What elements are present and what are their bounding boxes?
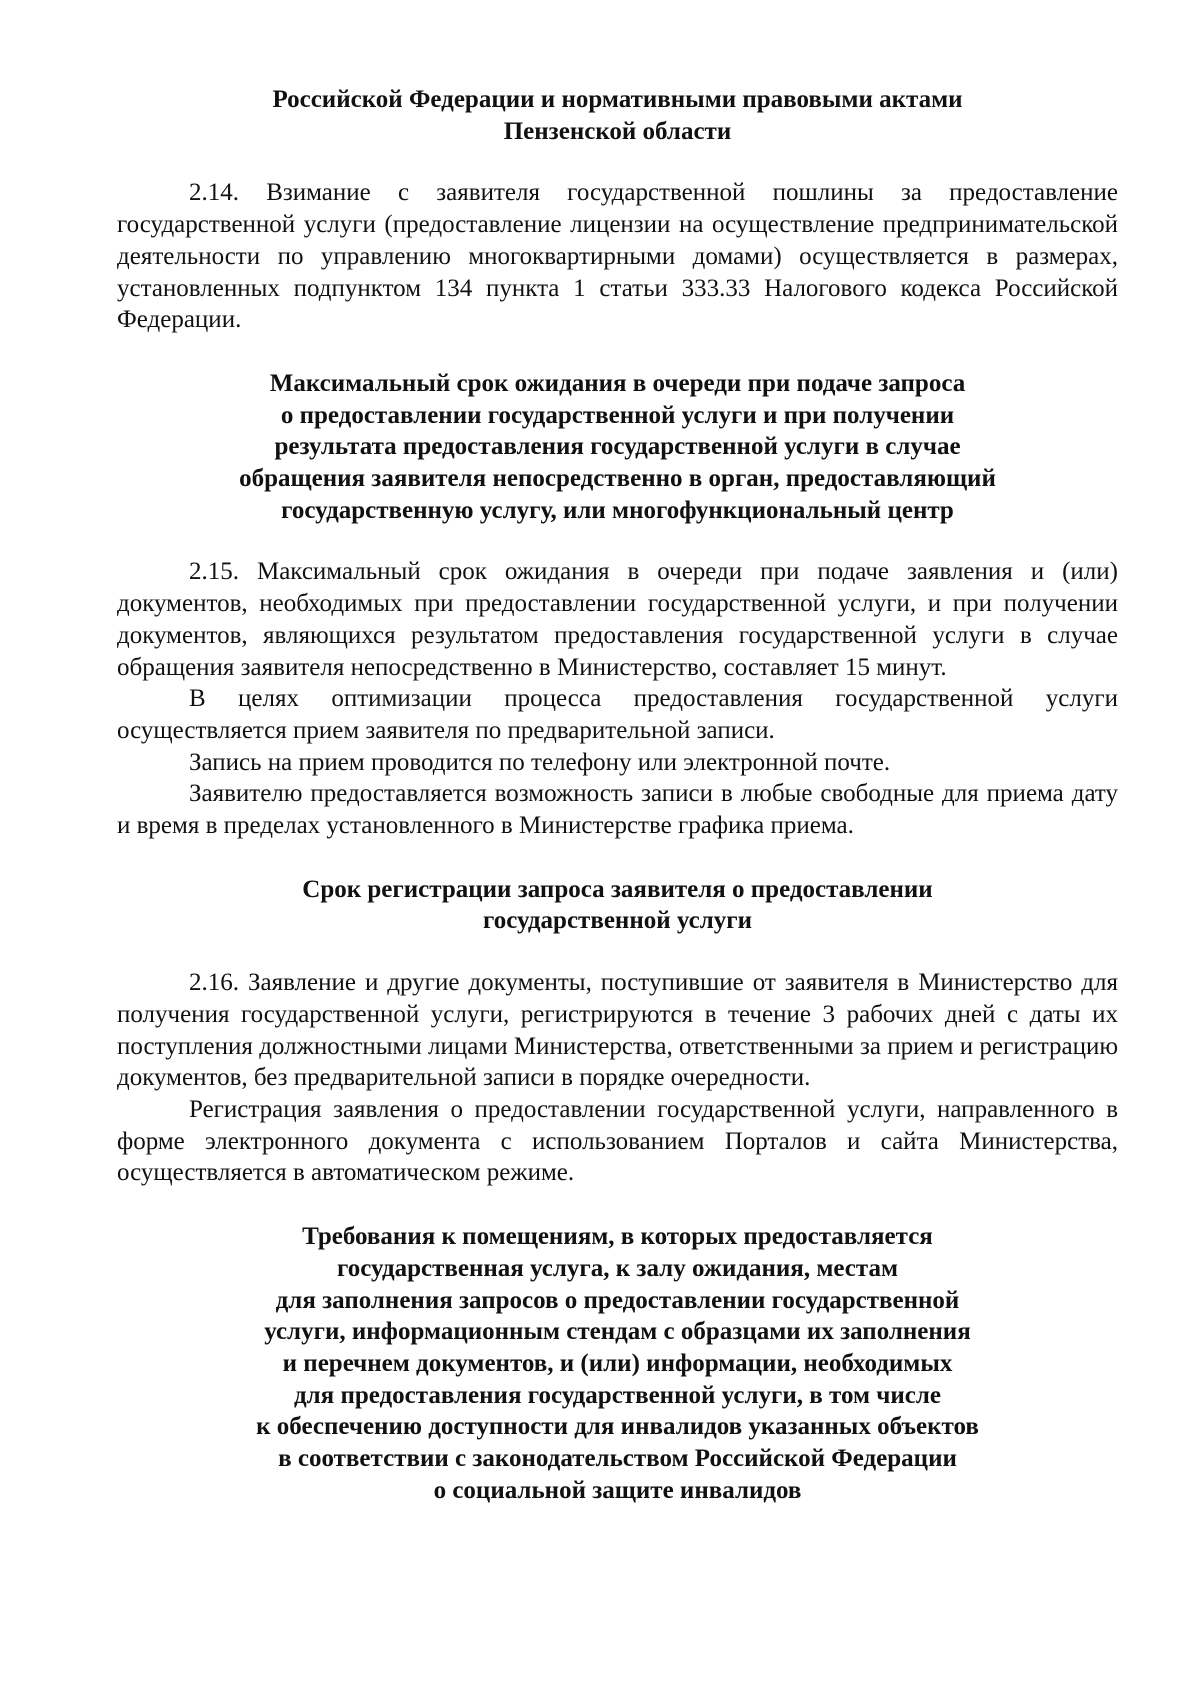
heading-line: для заполнения запросов о предоставлении государственной: [275, 1286, 960, 1314]
spacer: [117, 147, 1118, 177]
heading-line: государственную услугу, или многофункциональный центр: [281, 496, 954, 524]
heading-line: к обеспечению доступности для инвалидов указанных объектов: [256, 1413, 979, 1441]
section-heading-legal-acts: [117, 84, 1118, 147]
paragraph-2-15: 2.15. Максимальный срок ожидания в очереди при подаче заявления и (или) документов, необходимых при предоставлении государственной услуги, и при получении документов, являющихся результатом предоставления государственной услуги в случае обращения заявителя непосредственно в Министерство, составляет 15 минут.: [117, 558, 1118, 681]
heading-line: Требования к помещениям, в которых предоставляется: [302, 1223, 933, 1251]
spacer: [117, 336, 1118, 368]
heading-line: государственной услуги: [482, 907, 753, 935]
heading-line: результата предоставления государственной услуги в случае: [274, 433, 961, 461]
heading-line: государственная услуга, к залу ожидания, местам: [337, 1254, 898, 1282]
section-heading-max-wait-time: [117, 368, 1118, 527]
spacer: [117, 526, 1118, 556]
spacer: [117, 937, 1118, 967]
paragraph-2-15-booking: Запись на прием проводится по телефону или электронной почте.: [189, 748, 891, 776]
paragraph-2-16-electronic: Регистрация заявления о предоставлении государственной услуги, направленного в форме электронного документа с использованием Порталов и сайта Министерства, осуществляется в автоматическом режиме.: [117, 1095, 1118, 1187]
section-heading-premises-requirements: [117, 1221, 1118, 1506]
heading-line: для предоставления государственной услуги, в том числе: [294, 1381, 941, 1409]
heading-line: услуги, информационным стендам с образцами их заполнения: [264, 1318, 971, 1346]
paragraph-2-14: 2.14. Взимание с заявителя государственной пошлины за предоставление государственной услуги (предоставление лицензии на осуществление предпринимательской деятельности по управлению многоквартирными домами) осуществляется в размерах, установленных подпунктом 134 пункта 1 статьи 333.33 Налогового кодекса Российской Федерации.: [117, 179, 1118, 334]
heading-line: Максимальный срок ожидания в очереди при подаче запроса: [269, 369, 966, 397]
spacer: [117, 1189, 1118, 1221]
heading-line: Срок регистрации запроса заявителя о предоставлении: [302, 875, 933, 903]
heading-line: в соответствии с законодательством Российской Федерации: [278, 1445, 957, 1473]
heading-line: Российской Федерации и нормативными правовыми актами: [272, 86, 963, 113]
section-heading-registration-term: [117, 874, 1118, 937]
spacer: [117, 842, 1118, 874]
paragraph-2-15-appointment: В целях оптимизации процесса предоставления государственной услуги осуществляется прием заявителя по предварительной записи.: [117, 685, 1118, 744]
heading-line: о предоставлении государственной услуги и при получении: [280, 401, 955, 429]
heading-line: и перечнем документов, и (или) информации, необходимых: [282, 1349, 953, 1377]
heading-line: обращения заявителя непосредственно в орган, предоставляющий: [239, 465, 996, 493]
heading-line: о социальной защите инвалидов: [433, 1476, 802, 1504]
paragraph-2-16: 2.16. Заявление и другие документы, поступившие от заявителя в Министерство для получения государственной услуги, регистрируются в течение 3 рабочих дней с даты их поступления должностными лицами Министерства, ответственными за прием и регистрацию документов, без предварительной записи в порядке очередности.: [117, 969, 1118, 1092]
paragraph-2-15-schedule: Заявителю предоставляется возможность записи в любые свободные для приема дату и время в пределах установленного в Министерстве графика приема.: [117, 780, 1118, 840]
heading-line: Пензенской области: [503, 117, 732, 145]
